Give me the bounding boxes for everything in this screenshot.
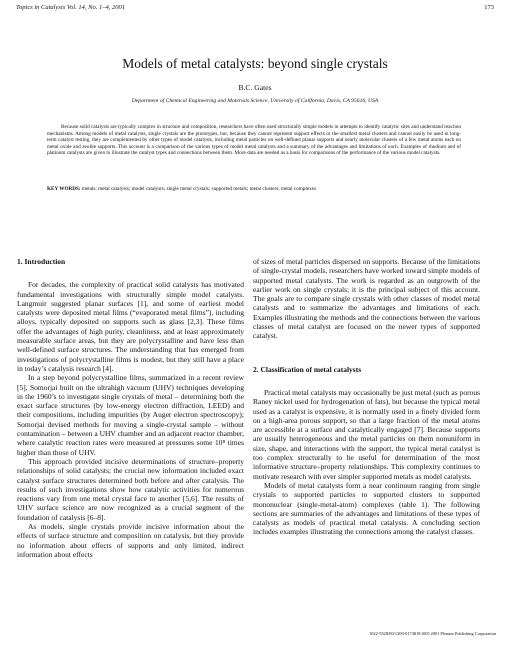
abstract [47,124,461,157]
author: B.C. Gates [238,83,272,92]
paragraph: In a step beyond polycrystalline films, summarized in a recent review [5], Somorjai built on the ultrahigh vacuum (UHV) techniques developing in the 1960’s to investigate single crystals of metal – determining both the exact surface structures (by low-energy electron diffraction, LEED) and their compositions, including impurities (by Auger electron spectroscopy); Somorjai devised methods for moving a single-crystal sample – without contamination – between a UHV chamber and an adjacent reactor chamber, where catalytic reaction rates were measured at pressures some 10⁸ times higher than those of UHV. [17,373,244,457]
paragraph: For decades, the complexity of practical solid catalysts has motivated fundamental investigations with structurally simple model catalysts. Langmuir suggested planar surfaces [1], and some of earliest model catalysts were deposited metal films (“evaporated metal films”), including alloys, typically deposited on supports such as glass [2,3]. These films offer the advantages of high purity, cleanliness, and at least approximately measurable surface areas, but they are polycrystalline and have less than well-defined surface structures. The understanding that has emerged from investigations of polycrystalline films is modest, but they still have a place in today’s catalysis research [4]. [17,280,244,373]
paragraph: This approach provided incisive determinations of structure–property relationships of solid catalysts; the crucial new information included exact catalyst surface structures determined both before and after catalysis. The results of such investigations show how catalytic activities for numerous reactions vary from one metal crystal face to another [5,6]. The results of UHV surface science are now recognized as a crucial segment of the foundation of catalysis [6–8]. [17,456,244,522]
section-heading-classification: 2. Classification of metal catalysts [253,364,362,374]
abstract-text: Because solid catalysts are typically complex in structure and composition, researchers have often used structurally simple models in attempts to identify catalytic sites and understand reaction mechanisms. Among models of metal catalysts, single crystals are the prototypes, but, because they cannot represent support effects or the smallest metal clusters and cannot easily be used in long-term catalyst testing, they are complemented by other types of model catalysts, including metal particles on well-defined planar supports and nearly molecular clusters of a few metal atoms each on metal oxide and zeolite supports. This account is a comparison of the various types of model metal catalysts and a summary of the advantages and limitations of each. Examples of rhodium and of platinum catalysts are given to illustrate the catalyst types and connections between them. More data are needed as a basis for comparisons of the performance of the various model catalysts. [47,124,461,157]
paragraph: Practical metal catalysts may occasionally be just metal (such as porous Raney nickel used for hydrogenation of fats), but because the typical metal used as a catalyst is expensive, it is normally used in a finely divided form on a high-area porous support, so that a large fraction of the metal atoms are accessible at a surface and catalytically engaged [7]. Because supports are usually heterogeneous and the metal particles on them nonuniform in size, shape, and interactions with the support, the typical metal catalyst is too complex structurally to be useful for determination of the most informative structure–property relationships. This complexity continues to motivate research with ever simpler supported metals as model catalysts. [253,387,480,481]
page-number: 173 [484,4,494,11]
keywords [47,186,461,193]
journal-citation: Topics in Catalysis Vol. 14, No. 1–4, 2001 [16,4,126,11]
running-head [16,4,494,16]
paragraph: Models of metal catalysts form a near continuum ranging from single crystals to supported particles to supported clusters to supported mononuclear (single-metal-atom) complexes (table 1). The following sections are summaries of the advantages and limitations of these types of catalysts as models of practical metal catalysts. A concluding section includes examples illustrating the connections among the catalyst classes. [253,480,480,537]
section-heading-introduction: 1. Introduction [17,257,66,266]
keywords-label: KEY WORDS: [47,186,81,192]
article-title: Models of metal catalysts: beyond single crystals [122,56,388,71]
paragraph: As models, single crystals provide incisive information about the effects of surface structure and composition on catalysis, but they provide no information about effects of supports and only limited, indirect information about effects [17,522,244,559]
left-column [17,257,244,559]
keywords-text: metals; metal catalysts; model catalysts; single metal crystals; supported metals; metal clusters; metal complexes [81,186,316,192]
copyright-footer: 1022-5528/00/1200-0173$18.00/0 2001 Plenum Publishing Corporation [369,631,496,636]
paragraph-continuation: of sizes of metal particles dispersed on supports. Because of the limitations of single-crystal models, researchers have worked toward simple models of supported metal catalysts. The work is regarded as an outgrowth of the earlier work on single crystals; it is the principal subject of this account. The goals are to compare single crystals with other classes of model metal catalysts and to summarize the advantages and limitations of each. Examples illustrating the methods and the connections between the various classes of metal catalyst are focused on the newer types of supported catalyst. [253,257,480,341]
right-column [253,257,480,537]
affiliation: Department of Chemical Engineering and Materials Science, University of California, Davis, CA 95616, USA [131,98,379,104]
